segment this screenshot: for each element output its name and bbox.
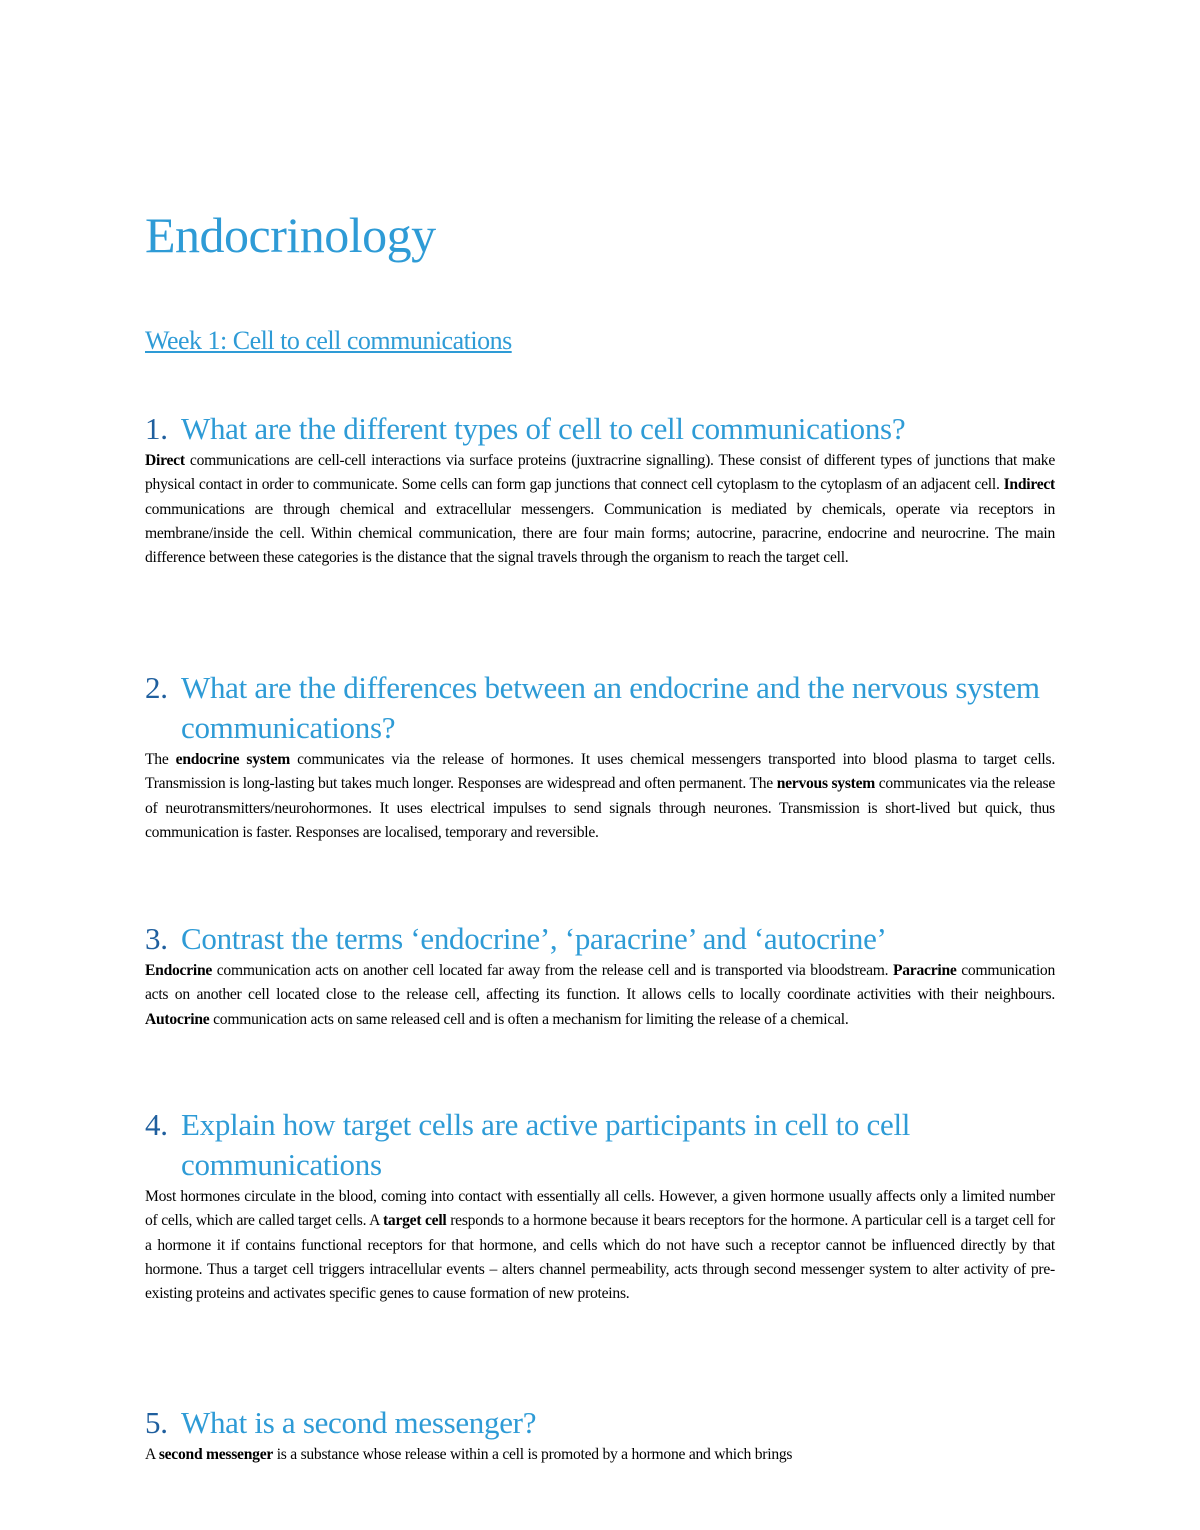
- answer-text: responds to a hormone because it bears receptors for the hormone. A particular cell is a target cell for a hormone it if contains functional receptors for that hormone, and cells which do not have such a receptor cannot be influenced directly by that hormone. Thus a target cell triggers intracellular events – alters channel permeability, acts through second messenger system to alter activity of pre-existing proteins and activates specific genes to cause formation of new proteins.: [145, 1212, 1055, 1303]
- answer-text: communications are through chemical and extracellular messengers. Communication is mediated by chemicals, operate via receptors in membrane/inside the cell. Within chemical communication, there are four main forms; autocrine, paracrine, endocrine and neurocrine. The main difference between these categories is the distance that the signal travels through the organism to reach the target cell.: [145, 500, 1055, 567]
- question-heading: [145, 919, 1055, 959]
- question-number: 1.: [145, 411, 168, 446]
- question-number: 3.: [145, 921, 168, 956]
- question-section-1: [145, 409, 1055, 570]
- answer-text: communicates via the release of neurotransmitters/neurohormones. It uses electrical impulses to send signals through neurones. Transmission is short-lived but quick, thus communication is faster. Responses are localised, temporary and reversible.: [145, 775, 1056, 841]
- question-heading: [145, 409, 1055, 449]
- bold-term: nervous system: [776, 775, 876, 793]
- answer-paragraph: [145, 449, 1055, 570]
- question-number: 2.: [145, 670, 168, 705]
- answer-paragraph: [145, 748, 1055, 845]
- answer-paragraph: [145, 959, 1055, 1032]
- question-text: What are the different types of cell to cell communications?: [181, 411, 906, 446]
- answer-paragraph: [145, 1185, 1055, 1306]
- week-link[interactable]: Week 1: Cell to cell communications: [145, 326, 512, 355]
- question-section-3: [145, 919, 1055, 1032]
- question-section-4: [145, 1105, 1055, 1306]
- bold-term: Paracrine: [892, 962, 957, 979]
- question-text: What is a second messenger?: [181, 1405, 537, 1440]
- question-heading: [145, 1403, 1055, 1443]
- question-number: 4.: [145, 1107, 168, 1142]
- answer-text: communications are cell-cell interactions via surface proteins (juxtracrine signalling). These consist of different types of junctions that make physical contact in order to communicate. Some cells can form gap junctions that connect cell cytoplasm to the cytoplasm of an adjacent cell.: [145, 452, 1055, 494]
- bold-term: Endocrine: [145, 962, 213, 979]
- question-heading: [145, 1105, 1055, 1185]
- bold-term: Autocrine: [145, 1010, 210, 1028]
- answer-text: communication acts on same released cell and is often a mechanism for limiting the release of a chemical.: [209, 1010, 849, 1028]
- answer-text: Most hormones circulate in the blood, coming into contact with essentially all cells. However, a given hormone usually affects only a limited number of cells, which are called target cells. A: [145, 1188, 1055, 1230]
- answer-text: communication acts on another cell located far away from the release cell and is transported via bloodstream.: [212, 962, 893, 979]
- question-heading: [145, 668, 1055, 748]
- bold-term: target cell: [382, 1212, 447, 1230]
- question-section-5: [145, 1403, 1055, 1467]
- answer-text: The: [145, 751, 176, 768]
- bold-term: endocrine system: [175, 751, 290, 768]
- answer-text: is a substance whose release within a cell is promoted by a hormone and which brings: [273, 1446, 793, 1463]
- answer-text: communication acts on another cell located close to the release cell, affecting its function. It allows cells to locally coordinate activities with their neighbours.: [145, 962, 1055, 1004]
- bold-term: Direct: [145, 452, 185, 469]
- question-text: Contrast the terms ‘endocrine’, ‘paracrine’ and ‘autocrine’: [181, 921, 887, 956]
- document-title: Endocrinology: [145, 207, 436, 263]
- answer-text: A: [145, 1446, 159, 1463]
- question-text: Explain how target cells are active participants in cell to cell communications: [181, 1107, 911, 1182]
- question-number: 5.: [145, 1405, 168, 1440]
- answer-paragraph: [145, 1443, 1055, 1467]
- answer-text: communicates via the release of hormones. It uses chemical messengers transported into blood plasma to target cells. Transmission is long-lasting but takes much longer. Responses are widespread and often permanent. The: [145, 751, 1055, 793]
- bold-term: second messenger: [158, 1446, 274, 1463]
- bold-term: Indirect: [1003, 476, 1055, 494]
- question-section-2: [145, 668, 1055, 845]
- question-text: What are the differences between an endocrine and the nervous system communications?: [181, 670, 1040, 745]
